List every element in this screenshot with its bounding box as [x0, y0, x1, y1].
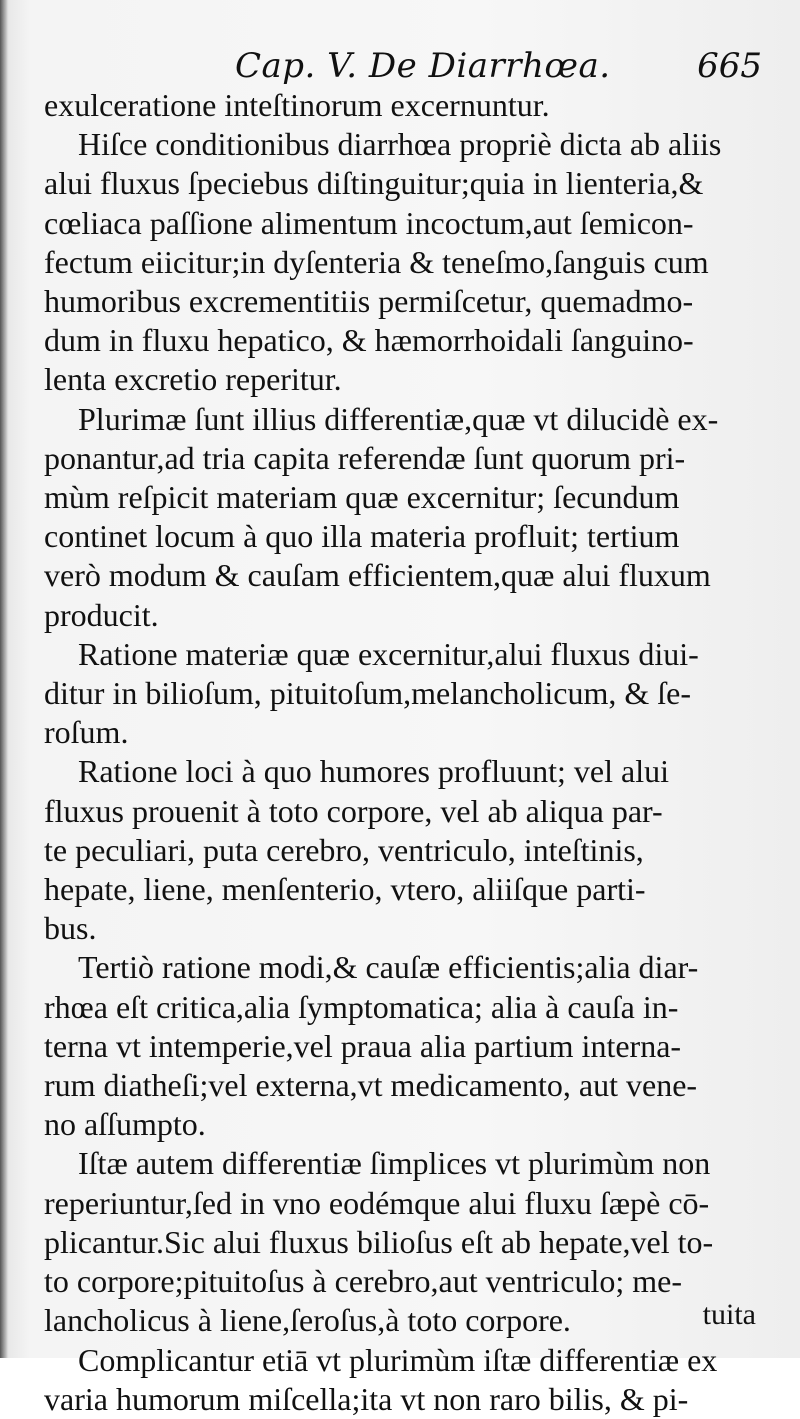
text-line: producit.: [44, 596, 159, 633]
text-line: Hiſce conditionibus diarrhœa propriè dicta ab aliis: [78, 126, 722, 163]
text-line: exulceratione inteſtinorum excernuntur.: [44, 87, 550, 123]
text-line: Plurimæ ſunt illius differentiæ,quæ vt dilucidè ex-: [78, 400, 719, 437]
page-number: 665: [697, 46, 762, 86]
text-line: te peculiari, puta cerebro, ventriculo, inteſtinis,: [44, 831, 644, 868]
text-line: mùm reſpicit materiam quæ excernitur; ſecundum: [44, 479, 680, 516]
body-text: [44, 86, 764, 1419]
text-line: to corpore;pituitoſus à cerebro,aut ventriculo; me-: [44, 1263, 682, 1300]
text-line: no aſſumpto.: [44, 1106, 206, 1143]
text-line: ponantur,ad tria capita referendæ ſunt quorum pri-: [44, 439, 686, 476]
text-line: Complicantur etiā vt plurimùm iſtæ differentiæ ex: [78, 1341, 718, 1378]
text-line: rhœa eſt critica,alia ſymptomatica; alia à cauſa in-: [44, 988, 679, 1025]
catchword: tuita: [702, 1298, 756, 1331]
running-title: Cap. V. De Diarrhœa.: [235, 46, 611, 86]
text-line: verò modum & cauſam efficientem,quæ alui fluxum: [44, 557, 711, 594]
text-line: terna vt intemperie,vel praua alia partium interna-: [44, 1027, 682, 1064]
text-line: fectum eiicitur;in dyſenteria & teneſmo,ſanguis cum: [44, 243, 709, 280]
text-line: lancholicus à liene,ſeroſus,à toto corpore.: [44, 1302, 571, 1339]
text-line: roſum.: [44, 714, 129, 751]
text-line: varia humorum miſcella;ita vt non raro bilis, & pi-: [44, 1380, 689, 1417]
text-line: continet locum à quo illa materia profluit; tertium: [44, 518, 680, 555]
text-line: Ratione materiæ quæ excernitur,alui fluxus diui-: [78, 635, 699, 672]
text-line: dum in fluxu hepatico, & hæmorrhoidali ſanguino-: [44, 322, 694, 359]
text-line: rum diatheſi;vel externa,vt medicamento, aut vene-: [44, 1067, 698, 1104]
text-line: bus.: [44, 910, 97, 947]
text-line: hepate, liene, menſenterio, vtero, aliiſque parti-: [44, 871, 646, 908]
text-line: ditur in bilioſum, pituitoſum,melancholicum, & ſe-: [44, 675, 692, 712]
page-gutter-shadow: [0, 0, 8, 1358]
text-line: alui fluxus ſpeciebus diſtinguitur;quia in lienteria,&: [44, 165, 704, 202]
text-line: Ratione loci à quo humores profluunt; vel alui: [78, 753, 669, 790]
text-line: reperiuntur,ſed in vno eodémque alui fluxu ſæpè cō-: [44, 1184, 710, 1221]
text-line: fluxus prouenit à toto corpore, vel ab aliqua par-: [44, 792, 663, 829]
text-line: cœliaca paſſione alimentum incoctum,aut ſemicon-: [44, 204, 694, 241]
text-line: lenta excretio reperitur.: [44, 361, 342, 398]
text-line: plicantur.Sic alui fluxus bilioſus eſt ab hepate,vel to-: [44, 1223, 714, 1260]
text-line: humoribus excrementitiis permiſcetur, quemadmo-: [44, 283, 694, 320]
text-line: Iſtæ autem differentiæ ſimplices vt plurimùm non: [78, 1145, 711, 1182]
text-line: Tertiò ratione modi,& cauſæ efficientis;alia diar-: [78, 949, 699, 986]
